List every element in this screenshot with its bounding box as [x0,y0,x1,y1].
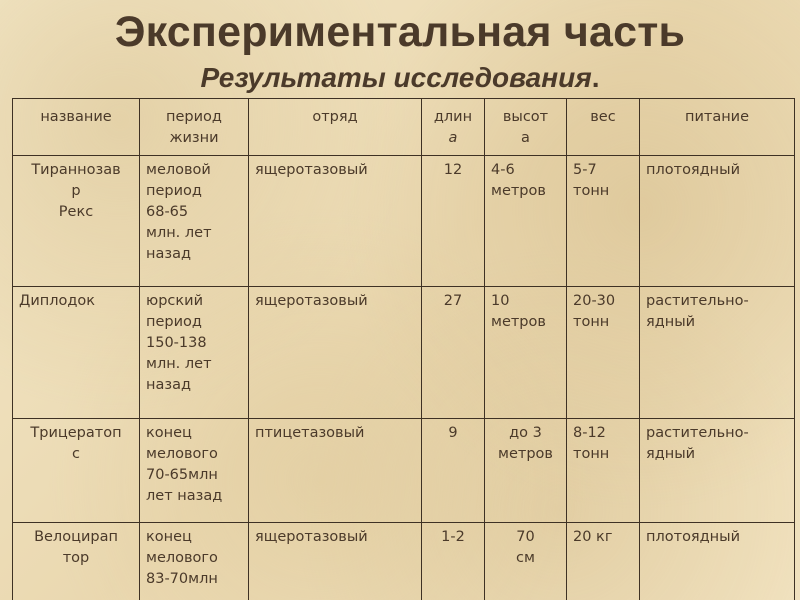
page-subtitle [0,62,800,94]
cell-name: Велоцирап тор [13,523,140,600]
cell-period: конец мелового 83-70млн [140,523,249,600]
cell-period: меловой период 68-65 млн. лет назад [140,156,249,287]
cell-height: до 3 метров [485,419,567,523]
table-body [13,156,795,600]
cell-order: ящеротазовый [249,156,422,287]
cell-weight: 20-30 тонн [567,287,640,419]
cell-length: 9 [422,419,485,523]
cell-height: 70 см [485,523,567,600]
col-header-height-text: высот а [502,109,549,146]
table-row [13,156,795,287]
cell-order: птицетазовый [249,419,422,523]
page-title: Экспериментальная часть [114,8,686,56]
cell-name: Тираннозав р Рекс [13,156,140,287]
col-header-period: период жизни [140,99,249,156]
col-header-length [422,99,485,156]
cell-order: ящеротазовый [249,523,422,600]
cell-height: 4-6 метров [485,156,567,287]
subtitle-dot: . [591,62,600,93]
cell-weight: 20 кг [567,523,640,600]
col-header-name: название [13,99,140,156]
results-table [12,98,795,600]
col-header-diet: питание [640,99,795,156]
cell-diet: плотоядный [640,156,795,287]
table-row [13,419,795,523]
cell-weight: 8-12 тонн [567,419,640,523]
cell-length: 12 [422,156,485,287]
cell-name: Диплодок [13,287,140,419]
cell-period: конец мелового 70-65млн лет назад [140,419,249,523]
cell-height: 10 метров [485,287,567,419]
col-header-length-text: длин а [433,109,473,146]
subtitle-text: Результаты исследования [200,62,592,93]
table-row [13,287,795,419]
col-header-order: отряд [249,99,422,156]
table-header-row [13,99,795,156]
cell-diet: плотоядный [640,523,795,600]
cell-order: ящеротазовый [249,287,422,419]
cell-name: Трицератоп с [13,419,140,523]
cell-length: 1-2 [422,523,485,600]
col-header-weight: вес [567,99,640,156]
table-row [13,523,795,600]
cell-diet: растительно- ядный [640,419,795,523]
col-header-height [485,99,567,156]
cell-period: юрский период 150-138 млн. лет назад [140,287,249,419]
cell-weight: 5-7 тонн [567,156,640,287]
cell-length: 27 [422,287,485,419]
cell-diet: растительно- ядный [640,287,795,419]
